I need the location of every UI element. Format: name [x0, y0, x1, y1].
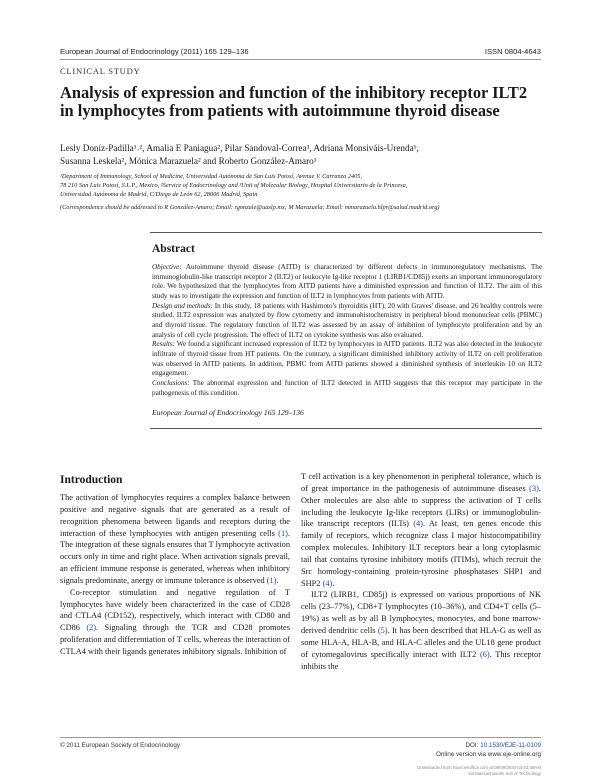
body-column-right [301, 471, 541, 672]
abstract-results [152, 340, 542, 379]
abstract-citation: European Journal of Endocrinology 165 129–136 [152, 408, 304, 417]
doi-line [465, 742, 541, 749]
affiliation-line: Universidad Autónoma de Madrid, C/Diego de León 62, 28006 Madrid, Spain [60, 191, 258, 199]
footer-rule [60, 737, 541, 738]
author-list [60, 142, 540, 167]
results-text: We found a significant increased expression of ILT2 by lymphocytes in AITD patients. ILT2 was also detected in the leukocyte infiltrate of thyroid tissue from HT patients. On the contrary, a significant diminished inhibitory activity of ILT2 on cell proliferation was observed in AITD patients. In addition, PBMC from AITD patients showed a diminished synthesis of interleukin 10 on ILT2 engagement. [152, 340, 542, 378]
design-text: In this study, 18 patients with Hashimoto's thyroiditis (HT), 20 with Graves' disease, and 26 healthy controls were studied. ILT2 expression was analyzed by flow cytometry and immunohistochemistry in peripheral blood mononuclear cells (PBMC) and thyroid tissue. The regulatory function of ILT2 was assessed by an assay of inhibition of lymphocyte proliferation and by an analysis of cell cycle progression. The effect of ILT2 on cytokine synthesis was also evaluated. [152, 301, 542, 339]
abstract-design [152, 302, 542, 341]
paragraph-text: T cell activation is a key phenomenon in peripheral tolerance, which is of great importance in the pathogenesis of autoimmune diseases [301, 472, 541, 493]
correspondence: (Correspondence should be addressed to R González-Amaro; Email: rgonzale@uaslp.mx; M Marazuela; Email: mmarazuela.hlpr@salud.madrid.org) [60, 204, 440, 211]
paragraph-text: . [332, 578, 335, 588]
conclusions-text: The abnormal expression and function of ILT2 detected in AITD suggests that this receptor may participate in the pathogenesis of this condition. [152, 378, 542, 397]
article-title: Analysis of expression and function of the inhibitory receptor ILT2 in lymphocytes from patients with autoimmune thyroid disease [60, 83, 528, 120]
introduction-heading: Introduction [60, 474, 123, 486]
article-type: CLINICAL STUDY [60, 66, 141, 76]
reference-link[interactable]: (4) [322, 578, 333, 588]
paragraph [60, 587, 290, 658]
conclusions-label: Conclusions: [152, 378, 190, 387]
paragraph-text: . This receptor inhibits the [301, 649, 541, 671]
abstract-objective [152, 263, 542, 302]
journal-header: European Journal of Endocrinology (2011) 165 129–136 [60, 47, 249, 56]
abstract-rule-bottom [150, 428, 542, 429]
reference-link[interactable]: (6) [479, 649, 490, 659]
reference-link[interactable]: (1) [278, 528, 288, 538]
paragraph [60, 492, 290, 587]
paragraph-text: . Other molecules are also able to suppress the activation of T cells including the leukocyte Ig-like receptors (LIRs) or immunoglobulin-like transcript receptors (ILTs) [301, 483, 541, 529]
paragraph-text: Co-receptor stimulation and negative regulation of T lymphocytes have widely been characterized in the case of CD28 and CTLA4 (CD152), respectively, which interact with CD80 and CD86 [60, 587, 290, 633]
copyright: © 2011 European Society of Endocrinology [60, 742, 181, 749]
abstract-rule-top [150, 232, 542, 233]
affiliation-line: ¹Department of Immunology, School of Medicine, Universidad Autónoma de San Luis Potosí, Avenue V. Carranza 2405, [60, 173, 363, 180]
paragraph-text: . The integration of these signals ensures that T lymphocyte activation occurs only in time and right place. When activation signals prevail, an efficient immune response is generated, whereas when inhibitory signals predominate, anergy or immune tolerance is observed [60, 528, 290, 585]
reference-link[interactable]: (1) [266, 575, 277, 585]
paragraph-text: ILT2 (LIRB1, CD85j) is expressed on various proportions of NK cells (23–77%), CD8+T lymphocytes (10–36%), and CD4+T cells (5–19%) as well as by all B lymphocytes, monocytes, and bone marrow-derived dendritic cells [301, 590, 541, 635]
abstract-conclusions [152, 379, 542, 398]
issn: ISSN 0804-4643 [484, 47, 541, 56]
reference-link[interactable]: (3) [529, 483, 539, 493]
doi-link[interactable]: 10.1530/EJE-11-0109 [480, 742, 541, 749]
download-line: via Massachusetts Inst of Technology [468, 770, 541, 776]
authors-line: Susanna Leskela², Mónica Marazuela² and Roberto González-Amaro¹ [60, 155, 317, 166]
reference-link[interactable]: (5) [377, 625, 388, 635]
objective-label: Objective: [152, 263, 182, 271]
paragraph-text: . [276, 575, 279, 585]
paragraph-text: The activation of lymphocytes requires a complex balance between positive and negative signals that are generated as a result of recognition phenomena between ligands and receptors during the interaction of these lymphocytes with antigen presenting cells [60, 493, 290, 538]
results-label: Results: [152, 340, 176, 349]
reference-link[interactable]: (2) [86, 623, 97, 633]
abstract-heading: Abstract [152, 243, 195, 255]
authors-line: Lesly Doníz-Padilla¹˒², Amalia E Paniagua², Pilar Sandoval-Correa³, Adriana Monsiváis-Urenda¹, [60, 143, 419, 153]
download-line: Downloaded from Bioscientifica.com at 08/09/2020 04:53:49AM [417, 765, 541, 770]
download-stamp [417, 765, 541, 777]
design-label: Design and methods: [152, 301, 213, 310]
reference-link[interactable]: (4) [413, 519, 423, 529]
affiliation-line: 78 210 San Luis Potosí, S.L.P., Mexico, ²Service of Endocrinology and ³Unit of Molecular Biology, Hospital Universitario de la Princesa, [60, 182, 408, 190]
header-rule [60, 59, 541, 60]
paragraph-text: . Signaling through the TCR and CD28 promotes proliferation and differentiation of T cells, whereas the interaction of CTLA4 with their ligands generates inhibitory signals. Inhibition of [60, 623, 290, 656]
body-column-left [60, 492, 290, 658]
paragraph [301, 471, 541, 589]
affiliations [60, 172, 540, 199]
abstract-body [152, 263, 542, 398]
objective-text: Autoimmune thyroid disease (AITD) is characterized by different defects in immunoregulatory mechanisms. The immunoglobulin-like transcript receptor 2 (ILT2) or leukocyte Ig-like receptor 1 (LIRB1/CD85j) exerts an important immunoregulatory role. We hypothesized that the lymphocytes from AITD patients have a diminished expression and function of ILT2. The aim of this study was to investigate the expression and function of ILT2 in lymphocytes from patients with AITD. [152, 263, 542, 300]
paragraph [301, 589, 541, 672]
online-version: Online version via www.eje-online.org [436, 751, 541, 758]
paragraph-text: . It has been described that HLA-G as well as some HLA-A, HLA-B, and HLA-C alleles and the UL18 gene product of cytomegalovirus specifically interact with ILT2 [301, 625, 541, 659]
doi-label: DOI: [465, 742, 481, 749]
paragraph-text: . At least, ten genes encode this family of receptors, which recognize class I major histocompatibility complex molecules. Inhibitory ILT receptors bear a long cytoplasmic tail that contains tyrosine inhibitory motifs (ITIMs), which recruit the Src homology-containing protein-tyrosine phosphatases SHP1 and SHP2 [301, 519, 541, 588]
